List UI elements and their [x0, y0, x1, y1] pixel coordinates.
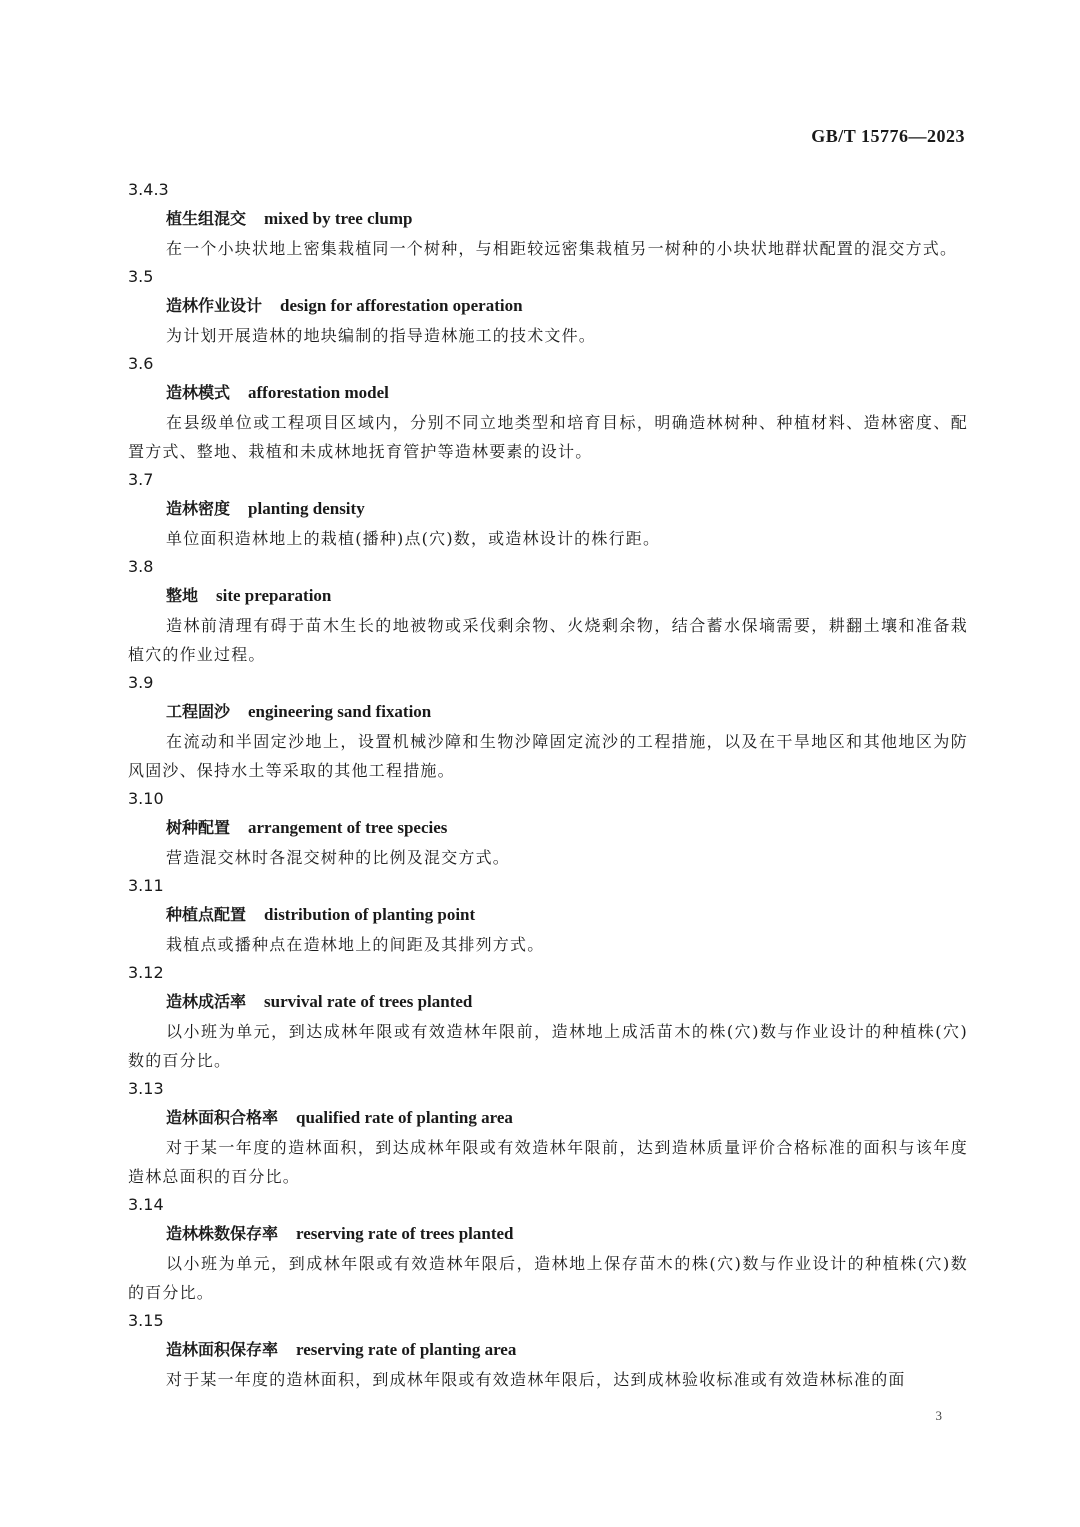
term-entry-3-14 — [128, 1191, 968, 1307]
term-definition: 在县级单位或工程项目区域内，分别不同立地类型和培育目标，明确造林树种、种植材料、造林密度、配置方式、整地、栽植和未成林地抚育管护等造林要素的设计。 — [128, 413, 968, 461]
term-heading — [166, 813, 968, 843]
term-entry-3-15 — [128, 1307, 968, 1394]
term-chinese: 造林面积保存率 — [166, 1340, 279, 1359]
term-chinese: 造林成活率 — [166, 992, 247, 1011]
term-entry-3-7 — [128, 466, 968, 553]
term-entry-3-4-3 — [128, 176, 968, 263]
term-chinese: 工程固沙 — [166, 702, 231, 721]
term-chinese: 造林作业设计 — [166, 296, 263, 315]
term-english: mixed by tree clump — [264, 209, 413, 228]
term-definition: 造林前清理有碍于苗木生长的地被物或采伐剩余物、火烧剩余物，结合蓄水保墒需要，耕翻土壤和准备栽植穴的作业过程。 — [128, 616, 968, 664]
term-heading — [166, 581, 968, 611]
term-entry-3-11 — [128, 872, 968, 959]
term-chinese: 造林面积合格率 — [166, 1108, 279, 1127]
term-heading — [166, 1335, 968, 1365]
term-chinese: 植生组混交 — [166, 209, 247, 228]
term-heading — [166, 697, 968, 727]
terms-content — [128, 176, 968, 1394]
page-number: 3 — [935, 1408, 942, 1423]
term-entry-3-8 — [128, 553, 968, 669]
term-definition: 营造混交林时各混交树种的比例及混交方式。 — [166, 848, 511, 867]
entry-number: 3.11 — [128, 876, 164, 895]
term-heading — [166, 1103, 968, 1133]
term-english: reserving rate of trees planted — [296, 1224, 514, 1243]
term-chinese: 种植点配置 — [166, 905, 247, 924]
term-chinese: 造林模式 — [166, 383, 231, 402]
entry-number: 3.4.3 — [128, 180, 169, 199]
term-definition: 栽植点或播种点在造林地上的间距及其排列方式。 — [166, 935, 545, 954]
entry-number: 3.12 — [128, 963, 164, 982]
term-english: qualified rate of planting area — [296, 1108, 513, 1127]
term-definition: 对于某一年度的造林面积，到成林年限或有效造林年限后，达到成林验收标准或有效造林标准的面 — [166, 1370, 906, 1389]
entry-number: 3.13 — [128, 1079, 164, 1098]
term-definition: 以小班为单元，到达成林年限或有效造林年限前，造林地上成活苗木的株(穴)数与作业设计的种植株(穴)数的百分比。 — [128, 1022, 968, 1070]
term-entry-3-6 — [128, 350, 968, 466]
term-heading — [166, 1219, 968, 1249]
term-english: reserving rate of planting area — [296, 1340, 517, 1359]
term-english: engineering sand fixation — [248, 702, 432, 721]
term-english: design for afforestation operation — [280, 296, 523, 315]
term-definition: 在流动和半固定沙地上，设置机械沙障和生物沙障固定流沙的工程措施，以及在干旱地区和其他地区为防风固沙、保持水土等采取的其他工程措施。 — [128, 732, 968, 780]
term-english: survival rate of trees planted — [264, 992, 473, 1011]
entry-number: 3.7 — [128, 470, 154, 489]
standard-code-header: GB/T 15776—2023 — [811, 126, 965, 146]
term-definition: 为计划开展造林的地块编制的指导造林施工的技术文件。 — [166, 326, 597, 345]
term-english: site preparation — [216, 586, 332, 605]
term-heading — [166, 291, 968, 321]
term-definition: 以小班为单元，到成林年限或有效造林年限后，造林地上保存苗木的株(穴)数与作业设计的种植株(穴)数的百分比。 — [128, 1254, 968, 1302]
term-chinese: 整地 — [166, 586, 199, 605]
entry-number: 3.8 — [128, 557, 154, 576]
entry-number: 3.6 — [128, 354, 154, 373]
term-heading — [166, 204, 968, 234]
term-heading — [166, 987, 968, 1017]
term-heading — [166, 900, 968, 930]
term-definition: 对于某一年度的造林面积，到达成林年限或有效造林年限前，达到造林质量评价合格标准的面积与该年度造林总面积的百分比。 — [128, 1138, 968, 1186]
entry-number: 3.15 — [128, 1311, 164, 1330]
entry-number: 3.5 — [128, 267, 154, 286]
term-entry-3-5 — [128, 263, 968, 350]
term-chinese: 树种配置 — [166, 818, 231, 837]
term-english: distribution of planting point — [264, 905, 476, 924]
term-chinese: 造林株数保存率 — [166, 1224, 279, 1243]
term-definition: 单位面积造林地上的栽植(播种)点(穴)数，或造林设计的株行距。 — [166, 529, 661, 548]
term-entry-3-12 — [128, 959, 968, 1075]
term-english: arrangement of tree species — [248, 818, 448, 837]
entry-number: 3.10 — [128, 789, 164, 808]
term-heading — [166, 378, 968, 408]
term-entry-3-10 — [128, 785, 968, 872]
term-definition: 在一个小块状地上密集栽植同一个树种，与相距较远密集栽植另一树种的小块状地群状配置的混交方式。 — [166, 239, 958, 258]
entry-number: 3.14 — [128, 1195, 164, 1214]
entry-number: 3.9 — [128, 673, 154, 692]
term-entry-3-13 — [128, 1075, 968, 1191]
term-chinese: 造林密度 — [166, 499, 231, 518]
term-entry-3-9 — [128, 669, 968, 785]
term-english: planting density — [248, 499, 365, 518]
term-english: afforestation model — [248, 383, 389, 402]
term-heading — [166, 494, 968, 524]
